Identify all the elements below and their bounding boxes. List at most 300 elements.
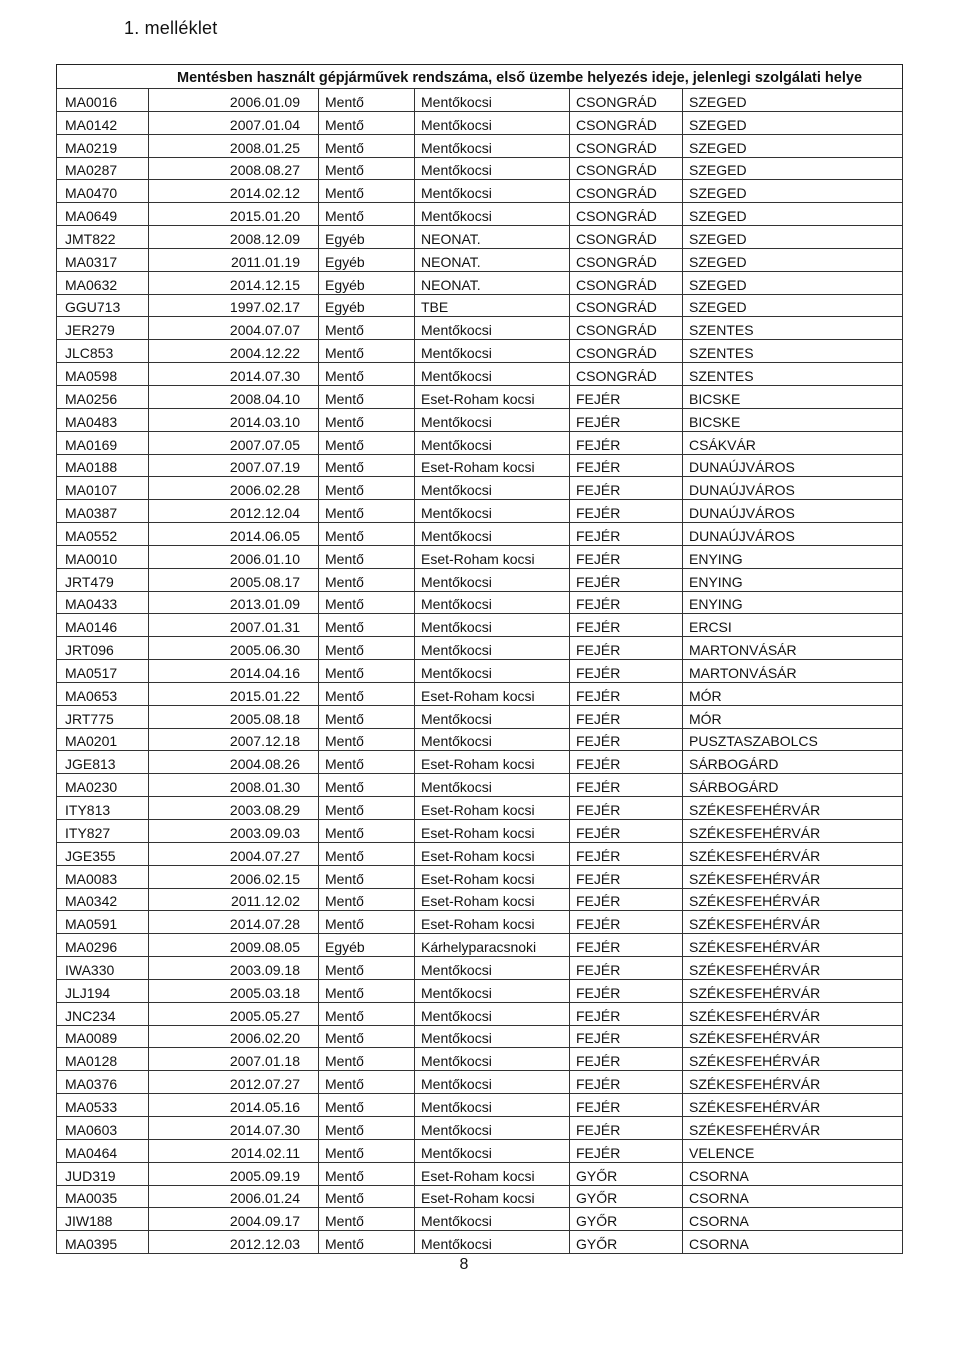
cell-category: Mentő: [319, 660, 415, 683]
cell-plate: MA0142: [57, 111, 149, 134]
cell-plate: MA0591: [57, 911, 149, 934]
cell-county: FEJÉR: [570, 408, 683, 431]
cell-county: CSONGRÁD: [570, 271, 683, 294]
cell-station: VELENCE: [683, 1139, 903, 1162]
cell-county: CSONGRÁD: [570, 180, 683, 203]
table-row: [57, 500, 903, 523]
cell-date: 2004.12.22: [149, 340, 319, 363]
cell-station: SZÉKESFEHÉRVÁR: [683, 1048, 903, 1071]
cell-station: SZEGED: [683, 134, 903, 157]
cell-plate: MA0533: [57, 1094, 149, 1117]
cell-date: 2004.09.17: [149, 1208, 319, 1231]
table-row: [57, 865, 903, 888]
cell-plate: JLC853: [57, 340, 149, 363]
cell-category: Mentő: [319, 888, 415, 911]
table-row: [57, 111, 903, 134]
cell-vehicle-type: Mentőkocsi: [415, 180, 570, 203]
cell-vehicle-type: Mentőkocsi: [415, 774, 570, 797]
table-row: [57, 1139, 903, 1162]
cell-category: Mentő: [319, 89, 415, 112]
cell-county: FEJÉR: [570, 545, 683, 568]
table-title: Mentésben használt gépjárművek rendszáma, első üzembe helyezés ideje, jelenlegi szolgálati helye: [57, 65, 903, 89]
cell-county: FEJÉR: [570, 500, 683, 523]
cell-plate: MA0598: [57, 363, 149, 386]
table-row: [57, 1094, 903, 1117]
table-row: [57, 431, 903, 454]
cell-vehicle-type: Mentőkocsi: [415, 157, 570, 180]
cell-county: CSONGRÁD: [570, 363, 683, 386]
cell-plate: MA0317: [57, 248, 149, 271]
cell-category: Mentő: [319, 705, 415, 728]
cell-county: CSONGRÁD: [570, 317, 683, 340]
cell-vehicle-type: Mentőkocsi: [415, 203, 570, 226]
cell-category: Mentő: [319, 317, 415, 340]
cell-station: SZEGED: [683, 111, 903, 134]
table-row: [57, 385, 903, 408]
cell-date: 2009.08.05: [149, 934, 319, 957]
cell-vehicle-type: Mentőkocsi: [415, 431, 570, 454]
cell-plate: JRT096: [57, 637, 149, 660]
cell-date: 2005.05.27: [149, 1002, 319, 1025]
cell-date: 2014.05.16: [149, 1094, 319, 1117]
cell-vehicle-type: Mentőkocsi: [415, 1208, 570, 1231]
cell-vehicle-type: Mentőkocsi: [415, 317, 570, 340]
cell-plate: JNC234: [57, 1002, 149, 1025]
table-row: [57, 591, 903, 614]
cell-category: Mentő: [319, 979, 415, 1002]
cell-vehicle-type: Mentőkocsi: [415, 728, 570, 751]
cell-vehicle-type: Mentőkocsi: [415, 591, 570, 614]
cell-date: 2005.03.18: [149, 979, 319, 1002]
cell-category: Mentő: [319, 637, 415, 660]
cell-date: 2007.01.04: [149, 111, 319, 134]
cell-station: SZÉKESFEHÉRVÁR: [683, 1116, 903, 1139]
cell-plate: ITY813: [57, 797, 149, 820]
cell-date: 2014.07.30: [149, 363, 319, 386]
cell-station: SZÉKESFEHÉRVÁR: [683, 911, 903, 934]
cell-category: Mentő: [319, 614, 415, 637]
cell-date: 2007.07.05: [149, 431, 319, 454]
cell-station: SÁRBOGÁRD: [683, 774, 903, 797]
table-row: [57, 523, 903, 546]
table-row: [57, 774, 903, 797]
cell-category: Mentő: [319, 500, 415, 523]
cell-category: Mentő: [319, 568, 415, 591]
cell-vehicle-type: Mentőkocsi: [415, 500, 570, 523]
cell-date: 2006.02.20: [149, 1025, 319, 1048]
cell-date: 2012.07.27: [149, 1071, 319, 1094]
cell-plate: MA0035: [57, 1185, 149, 1208]
cell-date: 2006.01.24: [149, 1185, 319, 1208]
cell-vehicle-type: NEONAT.: [415, 271, 570, 294]
table-row: [57, 888, 903, 911]
vehicle-table-container: [56, 64, 902, 1254]
cell-plate: MA0632: [57, 271, 149, 294]
cell-plate: MA0219: [57, 134, 149, 157]
cell-station: SZEGED: [683, 271, 903, 294]
table-row: [57, 934, 903, 957]
cell-station: PUSZTASZABOLCS: [683, 728, 903, 751]
cell-vehicle-type: Eset-Roham kocsi: [415, 545, 570, 568]
cell-date: 2006.01.09: [149, 89, 319, 112]
cell-vehicle-type: Eset-Roham kocsi: [415, 797, 570, 820]
cell-station: SZENTES: [683, 317, 903, 340]
cell-category: Mentő: [319, 1025, 415, 1048]
cell-station: DUNAÚJVÁROS: [683, 454, 903, 477]
cell-vehicle-type: Mentőkocsi: [415, 408, 570, 431]
cell-category: Mentő: [319, 385, 415, 408]
table-row: [57, 911, 903, 934]
cell-plate: MA0464: [57, 1139, 149, 1162]
cell-category: Egyéb: [319, 271, 415, 294]
cell-vehicle-type: NEONAT.: [415, 226, 570, 249]
cell-county: FEJÉR: [570, 1025, 683, 1048]
cell-station: SZEGED: [683, 157, 903, 180]
cell-date: 2015.01.22: [149, 682, 319, 705]
cell-vehicle-type: Eset-Roham kocsi: [415, 454, 570, 477]
cell-county: CSONGRÁD: [570, 340, 683, 363]
cell-plate: MA0395: [57, 1231, 149, 1254]
cell-date: 2008.08.27: [149, 157, 319, 180]
cell-station: SZÉKESFEHÉRVÁR: [683, 797, 903, 820]
cell-county: FEJÉR: [570, 1139, 683, 1162]
cell-plate: JGE355: [57, 842, 149, 865]
cell-station: SZÉKESFEHÉRVÁR: [683, 1002, 903, 1025]
cell-station: SZEGED: [683, 203, 903, 226]
cell-county: FEJÉR: [570, 820, 683, 843]
cell-station: BICSKE: [683, 408, 903, 431]
cell-date: 2014.02.11: [149, 1139, 319, 1162]
cell-county: CSONGRÁD: [570, 226, 683, 249]
table-row: [57, 454, 903, 477]
cell-date: 2008.12.09: [149, 226, 319, 249]
cell-plate: JGE813: [57, 751, 149, 774]
cell-station: MARTONVÁSÁR: [683, 637, 903, 660]
cell-date: 2005.09.19: [149, 1162, 319, 1185]
table-row: [57, 317, 903, 340]
table-row: [57, 248, 903, 271]
cell-plate: MA0016: [57, 89, 149, 112]
cell-vehicle-type: TBE: [415, 294, 570, 317]
cell-station: ERCSI: [683, 614, 903, 637]
cell-station: MÓR: [683, 705, 903, 728]
cell-category: Mentő: [319, 1231, 415, 1254]
cell-station: SZEGED: [683, 89, 903, 112]
cell-vehicle-type: Mentőkocsi: [415, 660, 570, 683]
cell-date: 2004.07.07: [149, 317, 319, 340]
page-number: 8: [459, 1256, 469, 1273]
cell-county: FEJÉR: [570, 842, 683, 865]
cell-station: DUNAÚJVÁROS: [683, 500, 903, 523]
cell-category: Mentő: [319, 1116, 415, 1139]
cell-plate: JMT822: [57, 226, 149, 249]
table-row: [57, 89, 903, 112]
cell-date: 2003.08.29: [149, 797, 319, 820]
cell-plate: MA0083: [57, 865, 149, 888]
cell-vehicle-type: Eset-Roham kocsi: [415, 682, 570, 705]
cell-category: Mentő: [319, 1162, 415, 1185]
table-row: [57, 340, 903, 363]
cell-county: GYŐR: [570, 1185, 683, 1208]
table-row: [57, 728, 903, 751]
table-row: [57, 682, 903, 705]
table-row: [57, 1185, 903, 1208]
cell-date: 2013.01.09: [149, 591, 319, 614]
cell-vehicle-type: Mentőkocsi: [415, 1231, 570, 1254]
cell-plate: MA0169: [57, 431, 149, 454]
cell-vehicle-type: Mentőkocsi: [415, 614, 570, 637]
cell-county: FEJÉR: [570, 957, 683, 980]
table-row: [57, 957, 903, 980]
cell-station: ENYING: [683, 568, 903, 591]
cell-plate: MA0128: [57, 1048, 149, 1071]
cell-county: FEJÉR: [570, 979, 683, 1002]
cell-station: SZÉKESFEHÉRVÁR: [683, 979, 903, 1002]
cell-plate: MA0483: [57, 408, 149, 431]
cell-plate: MA0230: [57, 774, 149, 797]
cell-county: FEJÉR: [570, 591, 683, 614]
cell-category: Mentő: [319, 751, 415, 774]
cell-vehicle-type: Mentőkocsi: [415, 1116, 570, 1139]
cell-station: SZÉKESFEHÉRVÁR: [683, 1094, 903, 1117]
cell-station: SZÉKESFEHÉRVÁR: [683, 820, 903, 843]
cell-category: Egyéb: [319, 934, 415, 957]
cell-date: 2005.06.30: [149, 637, 319, 660]
page-heading: 1. melléklet: [124, 18, 218, 38]
cell-county: FEJÉR: [570, 1048, 683, 1071]
cell-plate: MA0376: [57, 1071, 149, 1094]
cell-date: 2011.01.19: [149, 248, 319, 271]
cell-category: Mentő: [319, 774, 415, 797]
cell-station: SZEGED: [683, 248, 903, 271]
cell-plate: MA0433: [57, 591, 149, 614]
table-row: [57, 180, 903, 203]
cell-station: SZÉKESFEHÉRVÁR: [683, 888, 903, 911]
cell-category: Mentő: [319, 1139, 415, 1162]
cell-vehicle-type: Mentőkocsi: [415, 134, 570, 157]
cell-county: CSONGRÁD: [570, 157, 683, 180]
table-row: [57, 203, 903, 226]
cell-date: 2006.01.10: [149, 545, 319, 568]
cell-date: 2003.09.03: [149, 820, 319, 843]
cell-plate: IWA330: [57, 957, 149, 980]
cell-station: DUNAÚJVÁROS: [683, 523, 903, 546]
cell-plate: MA0470: [57, 180, 149, 203]
cell-county: CSONGRÁD: [570, 203, 683, 226]
cell-vehicle-type: Eset-Roham kocsi: [415, 385, 570, 408]
cell-category: Mentő: [319, 545, 415, 568]
cell-station: SZEGED: [683, 294, 903, 317]
cell-county: FEJÉR: [570, 1094, 683, 1117]
cell-station: SZÉKESFEHÉRVÁR: [683, 1025, 903, 1048]
cell-county: FEJÉR: [570, 660, 683, 683]
cell-county: FEJÉR: [570, 888, 683, 911]
cell-station: SZÉKESFEHÉRVÁR: [683, 934, 903, 957]
cell-date: 2004.08.26: [149, 751, 319, 774]
cell-station: CSORNA: [683, 1162, 903, 1185]
cell-county: FEJÉR: [570, 705, 683, 728]
cell-vehicle-type: Mentőkocsi: [415, 957, 570, 980]
cell-vehicle-type: Eset-Roham kocsi: [415, 865, 570, 888]
cell-category: Mentő: [319, 408, 415, 431]
table-row: [57, 568, 903, 591]
cell-plate: JIW188: [57, 1208, 149, 1231]
cell-category: Mentő: [319, 1002, 415, 1025]
cell-vehicle-type: Eset-Roham kocsi: [415, 751, 570, 774]
cell-date: 2015.01.20: [149, 203, 319, 226]
cell-plate: JRT479: [57, 568, 149, 591]
cell-category: Mentő: [319, 797, 415, 820]
cell-vehicle-type: Mentőkocsi: [415, 705, 570, 728]
cell-county: FEJÉR: [570, 637, 683, 660]
cell-date: 2007.01.18: [149, 1048, 319, 1071]
cell-vehicle-type: Mentőkocsi: [415, 1071, 570, 1094]
cell-date: 2011.12.02: [149, 888, 319, 911]
cell-county: FEJÉR: [570, 934, 683, 957]
cell-station: CSÁKVÁR: [683, 431, 903, 454]
cell-plate: JRT775: [57, 705, 149, 728]
cell-vehicle-type: Mentőkocsi: [415, 340, 570, 363]
cell-date: 2006.02.28: [149, 477, 319, 500]
cell-vehicle-type: Mentőkocsi: [415, 523, 570, 546]
cell-category: Mentő: [319, 842, 415, 865]
cell-plate: MA0287: [57, 157, 149, 180]
cell-category: Egyéb: [319, 226, 415, 249]
cell-station: SZENTES: [683, 340, 903, 363]
cell-county: FEJÉR: [570, 1116, 683, 1139]
cell-plate: JUD319: [57, 1162, 149, 1185]
cell-plate: MA0653: [57, 682, 149, 705]
cell-date: 1997.02.17: [149, 294, 319, 317]
cell-station: ENYING: [683, 545, 903, 568]
cell-county: FEJÉR: [570, 385, 683, 408]
cell-station: SÁRBOGÁRD: [683, 751, 903, 774]
cell-vehicle-type: Eset-Roham kocsi: [415, 1185, 570, 1208]
cell-county: CSONGRÁD: [570, 111, 683, 134]
cell-category: Egyéb: [319, 294, 415, 317]
cell-county: FEJÉR: [570, 1071, 683, 1094]
cell-date: 2014.02.12: [149, 180, 319, 203]
cell-plate: MA0387: [57, 500, 149, 523]
cell-category: Mentő: [319, 431, 415, 454]
cell-station: MÓR: [683, 682, 903, 705]
cell-county: GYŐR: [570, 1208, 683, 1231]
cell-date: 2012.12.03: [149, 1231, 319, 1254]
cell-station: SZEGED: [683, 180, 903, 203]
cell-date: 2014.03.10: [149, 408, 319, 431]
cell-category: Mentő: [319, 340, 415, 363]
cell-station: MARTONVÁSÁR: [683, 660, 903, 683]
cell-plate: MA0517: [57, 660, 149, 683]
cell-date: 2014.06.05: [149, 523, 319, 546]
cell-category: Mentő: [319, 157, 415, 180]
cell-vehicle-type: Eset-Roham kocsi: [415, 842, 570, 865]
table-row: [57, 157, 903, 180]
table-row: [57, 1025, 903, 1048]
cell-vehicle-type: Mentőkocsi: [415, 637, 570, 660]
cell-county: GYŐR: [570, 1231, 683, 1254]
cell-date: 2005.08.18: [149, 705, 319, 728]
table-row: [57, 1071, 903, 1094]
cell-plate: ITY827: [57, 820, 149, 843]
cell-county: FEJÉR: [570, 728, 683, 751]
cell-county: FEJÉR: [570, 431, 683, 454]
cell-station: CSORNA: [683, 1231, 903, 1254]
cell-category: Mentő: [319, 1071, 415, 1094]
table-body: [57, 89, 903, 1254]
cell-plate: MA0146: [57, 614, 149, 637]
cell-category: Mentő: [319, 1048, 415, 1071]
cell-date: 2014.12.15: [149, 271, 319, 294]
table-row: [57, 1231, 903, 1254]
cell-vehicle-type: Mentőkocsi: [415, 979, 570, 1002]
cell-vehicle-type: Mentőkocsi: [415, 363, 570, 386]
cell-date: 2007.07.19: [149, 454, 319, 477]
cell-plate: JLJ194: [57, 979, 149, 1002]
cell-category: Mentő: [319, 454, 415, 477]
cell-plate: MA0296: [57, 934, 149, 957]
cell-category: Mentő: [319, 591, 415, 614]
table-row: [57, 751, 903, 774]
cell-county: FEJÉR: [570, 1002, 683, 1025]
cell-date: 2006.02.15: [149, 865, 319, 888]
table-row: [57, 1116, 903, 1139]
table-row: [57, 271, 903, 294]
cell-date: 2014.07.30: [149, 1116, 319, 1139]
cell-county: FEJÉR: [570, 682, 683, 705]
cell-vehicle-type: Eset-Roham kocsi: [415, 1162, 570, 1185]
cell-category: Mentő: [319, 1094, 415, 1117]
cell-date: 2014.04.16: [149, 660, 319, 683]
table-row: [57, 979, 903, 1002]
cell-category: Mentő: [319, 911, 415, 934]
cell-category: Mentő: [319, 682, 415, 705]
cell-date: 2007.01.31: [149, 614, 319, 637]
cell-category: Mentő: [319, 203, 415, 226]
cell-county: CSONGRÁD: [570, 134, 683, 157]
table-row: [57, 363, 903, 386]
cell-county: FEJÉR: [570, 523, 683, 546]
cell-category: Mentő: [319, 523, 415, 546]
table-row: [57, 842, 903, 865]
table-row: [57, 294, 903, 317]
cell-plate: MA0603: [57, 1116, 149, 1139]
cell-vehicle-type: Mentőkocsi: [415, 1002, 570, 1025]
cell-category: Mentő: [319, 111, 415, 134]
cell-category: Mentő: [319, 820, 415, 843]
cell-county: FEJÉR: [570, 911, 683, 934]
cell-county: FEJÉR: [570, 774, 683, 797]
table-row: [57, 705, 903, 728]
table-row: [57, 1162, 903, 1185]
cell-vehicle-type: Kárhelyparacsnoki: [415, 934, 570, 957]
cell-county: FEJÉR: [570, 477, 683, 500]
cell-plate: MA0201: [57, 728, 149, 751]
cell-category: Mentő: [319, 134, 415, 157]
table-row: [57, 1002, 903, 1025]
table-title-row: [57, 65, 903, 89]
table-row: [57, 477, 903, 500]
cell-date: 2008.04.10: [149, 385, 319, 408]
cell-plate: JER279: [57, 317, 149, 340]
cell-vehicle-type: Mentőkocsi: [415, 1094, 570, 1117]
cell-plate: MA0089: [57, 1025, 149, 1048]
cell-category: Mentő: [319, 180, 415, 203]
cell-station: DUNAÚJVÁROS: [683, 477, 903, 500]
cell-station: SZÉKESFEHÉRVÁR: [683, 957, 903, 980]
cell-category: Mentő: [319, 477, 415, 500]
cell-station: SZENTES: [683, 363, 903, 386]
